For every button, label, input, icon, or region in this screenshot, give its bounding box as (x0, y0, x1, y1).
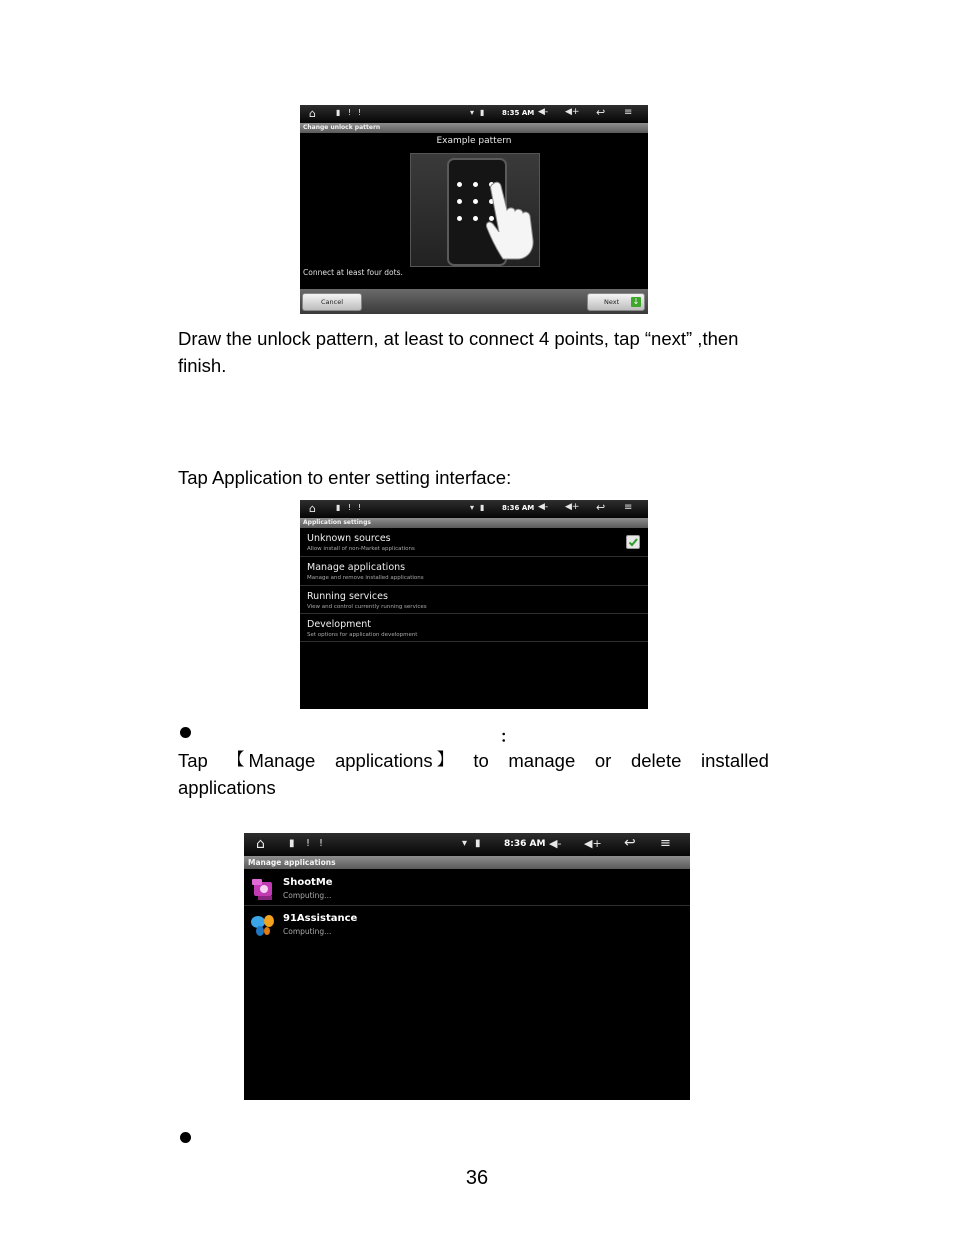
status-bar (300, 500, 648, 519)
usb-icon: ▮ (289, 838, 295, 849)
wifi-icon: ▾ (462, 838, 468, 849)
setting-unknown-sources[interactable] (300, 528, 648, 557)
wifi-icon: ▾ (470, 108, 475, 117)
cancel-button[interactable]: Cancel (302, 293, 362, 311)
paragraph-manage-applications (178, 747, 769, 801)
setting-manage-applications[interactable] (300, 557, 648, 586)
app-status: Computing... (283, 927, 332, 936)
setting-title: Unknown sources (307, 533, 391, 544)
word-or: or (594, 750, 612, 771)
setting-development[interactable] (300, 614, 648, 642)
next-arrow-icon: ↓ (632, 297, 640, 306)
left-bracket: 【 (227, 750, 245, 770)
bullet-colon: ： (500, 727, 517, 746)
hand-pointer-icon (483, 180, 535, 260)
volume-down-icon[interactable]: ◀- (538, 107, 549, 117)
bullet-point (180, 1132, 191, 1143)
home-icon[interactable]: ⌂ (256, 836, 265, 852)
alert-icon: ! (358, 108, 362, 117)
setting-subtitle: Allow install of non-Market applications (307, 546, 415, 552)
pattern-hint: Connect at least four dots. (303, 268, 403, 277)
pattern-dot (457, 182, 462, 187)
alert-icon: ! (319, 838, 324, 849)
screenshot-application-settings (300, 500, 648, 709)
pattern-dot (457, 216, 462, 221)
wifi-icon: ▾ (470, 503, 475, 512)
word-manage: Manage (248, 750, 316, 771)
app-name: 91Assistance (283, 913, 358, 924)
menu-icon[interactable]: ≡ (624, 107, 633, 118)
signal-icon: ▮ (480, 108, 485, 117)
right-bracket: 】 (436, 750, 454, 770)
alert-icon: ! (358, 503, 362, 512)
volume-up-icon[interactable]: ◀+ (565, 502, 580, 512)
status-time: 8:36 AM (502, 504, 535, 512)
home-icon[interactable]: ⌂ (309, 107, 316, 120)
screenshot-unlock-pattern (300, 105, 648, 314)
alert-icon: ! (306, 838, 311, 849)
signal-icon: ▮ (480, 503, 485, 512)
usb-icon: ▮ (336, 108, 341, 117)
button-bar (300, 289, 648, 314)
pattern-dot (473, 216, 478, 221)
back-icon[interactable]: ↩ (624, 835, 636, 851)
volume-down-icon[interactable]: ◀- (549, 837, 562, 850)
example-pattern-illustration (410, 153, 540, 267)
paragraph-line-2: applications (178, 777, 276, 798)
menu-icon[interactable]: ≡ (624, 502, 633, 513)
setting-subtitle: View and control currently running services (307, 604, 427, 610)
bracket-group (335, 747, 454, 774)
setting-title: Running services (307, 591, 388, 602)
pattern-dot (457, 199, 462, 204)
app-status: Computing... (283, 891, 332, 900)
word-delete: delete (630, 750, 682, 771)
bullet-point (180, 727, 191, 738)
app-icon (250, 912, 276, 938)
paragraph-application-intro: Tap Application to enter setting interface: (178, 467, 512, 488)
alert-icon: ! (348, 108, 352, 117)
page-number: 36 (465, 1167, 489, 1189)
usb-icon: ▮ (336, 503, 341, 512)
word-tap: Tap (178, 750, 208, 771)
setting-running-services[interactable] (300, 586, 648, 614)
pattern-dot (473, 182, 478, 187)
unknown-sources-checkbox[interactable] (626, 535, 640, 549)
word-installed: installed (701, 750, 769, 771)
paragraph-line-1 (178, 747, 769, 774)
screen-title: Manage applications (248, 858, 336, 867)
word-manage: manage (508, 750, 576, 771)
app-row-91assistance[interactable] (244, 906, 690, 941)
screen-title: Application settings (303, 519, 371, 526)
app-name: ShootMe (283, 877, 333, 888)
setting-title: Development (307, 619, 371, 630)
alert-icon: ! (348, 503, 352, 512)
back-icon[interactable]: ↩ (596, 106, 606, 119)
check-icon (627, 536, 639, 548)
word-applications: applications (334, 750, 433, 771)
home-icon[interactable]: ⌂ (309, 502, 316, 515)
example-pattern-label: Example pattern (436, 136, 512, 146)
screen-title: Change unlock pattern (303, 124, 381, 131)
status-time: 8:36 AM (504, 839, 546, 849)
volume-up-icon[interactable]: ◀+ (565, 107, 580, 117)
setting-subtitle: Set options for application development (307, 632, 418, 638)
pattern-dot (473, 199, 478, 204)
app-icon (250, 876, 276, 902)
word-to: to (473, 750, 489, 771)
back-icon[interactable]: ↩ (596, 501, 606, 514)
screenshot-manage-applications (244, 833, 690, 1100)
signal-icon: ▮ (475, 838, 481, 849)
status-bar (300, 105, 648, 124)
screen-title-bar (300, 518, 648, 528)
setting-title: Manage applications (307, 562, 406, 573)
next-button[interactable] (587, 293, 645, 311)
paragraph-unlock-instructions: Draw the unlock pattern, at least to connect 4 points, tap “next” ,then finish. (178, 328, 739, 376)
volume-down-icon[interactable]: ◀- (538, 502, 549, 512)
status-time: 8:35 AM (502, 109, 535, 117)
menu-icon[interactable]: ≡ (660, 836, 671, 851)
app-row-shootme[interactable] (244, 870, 690, 906)
screen-title-bar (244, 856, 690, 869)
screen-title-bar (300, 123, 648, 133)
next-button-label: Next (604, 298, 620, 306)
bracket-group (227, 747, 315, 774)
volume-up-icon[interactable]: ◀+ (584, 837, 602, 850)
setting-subtitle: Manage and remove installed applications (307, 575, 424, 581)
status-bar (244, 833, 690, 857)
